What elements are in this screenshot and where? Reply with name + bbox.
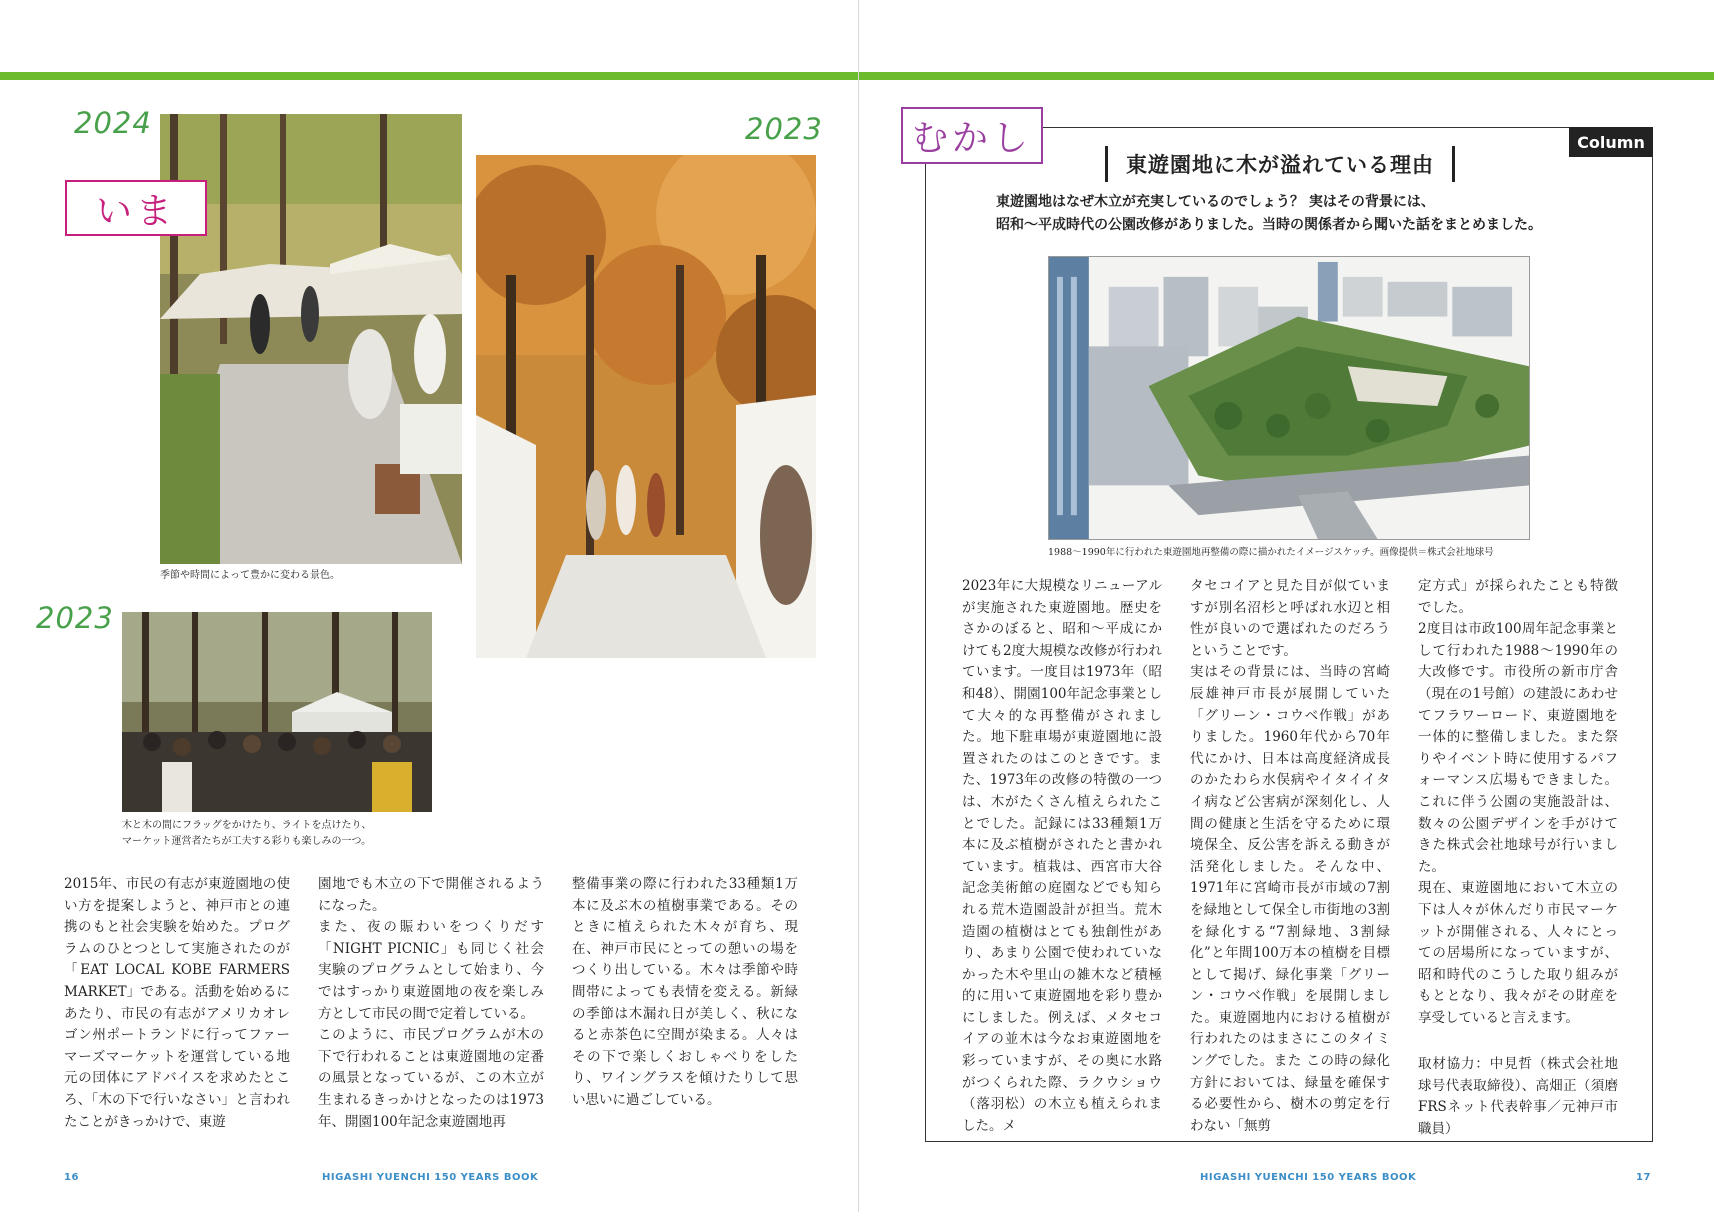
column-body-2: タセコイアと見た目が似ていますが別名沼杉と呼ばれ水辺と相性が良いので選ばれたのだろうということです。 実はその背景には、当時の宮崎辰雄神戸市長が展開していた「グリーン・コウベ作戦」がありました。1960年代から70年代にかけ、日本は高度経済成長のかたわら水俣病やイタイイタイ病など公害病が深刻化し、人間の健康と生活を守るために環境保全、反公害を訴える動きが活発化しました。そんな中、1971年に宮崎市長が市域の7割を緑地として保全し市街地の3割を緑化する“7割緑地、3割緑化”と年間100万本の植樹を目標として掲げ、緑化事業「グリーン・コウベ作戦」を展開しました。東遊園地内における植樹が行われたのはまさにこのタイミングでした。また この時の緑化方針においては、緑量を確保する必要性から、樹木の剪定を行わない「無剪 (1190, 578, 1390, 1134)
column-title: 東遊園地に木が溢れている理由 (1105, 146, 1455, 182)
footer-book-title-right: HIGASHI YUENCHI 150 YEARS BOOK (1200, 1172, 1417, 1183)
tag-ima: いま (65, 180, 207, 236)
column-lead-line-2: 昭和〜平成時代の公園改修がありました。当時の関係者から聞いた話をまとめました。 (996, 217, 1542, 233)
photo-autumn-2023 (476, 155, 816, 658)
year-label-2023-bottom: 2023 (36, 601, 114, 635)
column-body-1: 2023年に大規模なリニューアルが実施された東遊園地。歴史をさかのぼると、昭和〜平成にかけても2度大規模な改修が行われています。一度目は1973年（昭和48）、開園100年記念事業として大々的な再整備がされました。地下駐車場が東遊園地に設置されたのはこのときです。また、1973年の改修の特徴の一つは、木がたくさん植えられたことでした。記録には33種類1万本に及ぶ植樹がされたと書かれています。植栽は、西宮市大谷記念美術館の庭園などでも知られる荒木造園設計が担当。荒木造園の植樹はとても独創性があり、あまり公園で使われていなかった木や里山の雑木など積極的に用いて東遊園地を彩り豊かにしました。例えば、メタセコイアの並木は今なお東遊園地を彩っていますが、その奥に水路がつくられた際、ラクウショウ（落羽松）の木立も植えられました。メ (962, 578, 1162, 1134)
body-column-2: 園地でも木立の下で開催されるようになった。 また、夜の賑わいをつくりだす「NIGHT PICNIC」も同じく社会実験のプログラムとして始まり、今ではすっかり東遊園地の夜を楽しみ方として市民の間で定着している。 このように、市民プログラムが木の下で行われることは東遊園地の定番の風景となっているが、この木立が生まれるきっかけとなったのは1973年、開園100年記念東遊園地再 (318, 876, 544, 1130)
body-column-3: 整備事業の際に行われた33種類1万本に及ぶ木の植樹事業である。そのときに植えられた木々が育ち、現在、神戸市民にとっての憩いの場をつくり出している。木々は季節や時間帯によっても表情を変える。新緑の季節は木漏れ日が美しく、秋になると赤茶色に空間が染まる。人々はその下で楽しくおしゃべりをしたり、ワイングラスを傾けたりして思い思いに過ごしている。 (572, 876, 798, 1108)
tag-mukashi: むかし (901, 107, 1043, 164)
caption-photo-bottom-line-2: マーケット運営者たちが工夫する彩りも楽しみの一つ。 (122, 836, 372, 847)
body-column-1: 2015年、市民の有志が東遊園地の使い方を提案しようと、神戸市との連携のもと社会実験を始めた。プログラムのひとつとして実施されたのが「EAT LOCAL KOBE FARMERS MARKET」である。活動を始めるにあたり、市民の有志がアメリカオレゴン州ポートランドに行ってファーマーズマーケットを運営している地元の団体にアドバイスを求めたところ、「木の下で行いなさい」と言われたことがきっかけで、東遊 (64, 876, 290, 1130)
caption-photo-main: 季節や時間によって豊かに変わる景色。 (160, 570, 340, 581)
column-body-3: 定方式」が採られたことも特徴でした。 2度目は市政100周年記念事業として行われた1988〜1990年の大改修です。市役所の新市庁舎（現在の1号館）の建設にあわせてフラワーロード、東遊園地を一体的に整備しました。また祭りやイベント時に使用するパフォーマンス広場もできました。これに伴う公園の実施設計は、数々の公園デザインを手がけてきた株式会社地球号が行いました。 現在、東遊園地において木立の下は人々が休んだり市民マーケットが開催される、人々にとっての居場所になっていますが、昭和時代のこうした取り組みがもととなり、我々がその財産を享受していると言えます。 (1418, 578, 1618, 1026)
column-lead-line-1: 東遊園地はなぜ木立が充実しているのでしょう？ 実はその背景には、 (996, 194, 1435, 210)
column-lead (996, 191, 1636, 237)
year-label-2023-right: 2023 (745, 112, 823, 146)
column-badge: Column (1569, 127, 1653, 157)
image-sketch-aerial (1048, 256, 1530, 540)
caption-sketch: 1988〜1990年に行われた東遊園地再整備の際に描かれたイメージスケッチ。画像提供＝株式会社地球号 (1048, 547, 1494, 558)
caption-photo-bottom (122, 818, 372, 850)
header-accent-bar (0, 72, 1714, 80)
footer-book-title-left: HIGASHI YUENCHI 150 YEARS BOOK (322, 1172, 539, 1183)
column-credit: 取材協力：中見哲（株式会社地球号代表取締役）、高畑正（須磨FRSネット代表幹事／元神戸市職員） (1418, 1056, 1618, 1137)
page-gutter (858, 0, 859, 1212)
caption-photo-bottom-line-1: 木と木の間にフラッグをかけたり、ライトを点けたり、 (122, 820, 372, 831)
page-number-17: 17 (1636, 1172, 1651, 1183)
photo-crowd-2023 (122, 612, 432, 812)
year-label-2024: 2024 (74, 106, 152, 140)
page-number-16: 16 (64, 1172, 79, 1183)
